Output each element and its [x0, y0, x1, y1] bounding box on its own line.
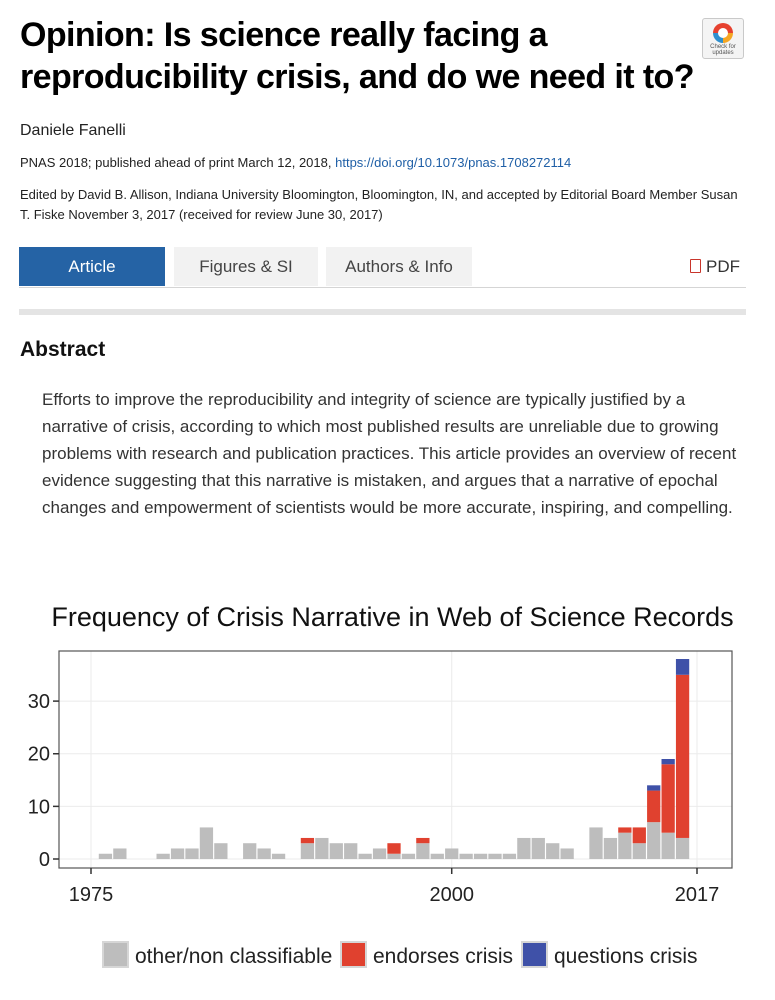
abstract-text: Efforts to improve the reproducibility and integrity of science are typically justified by a narrative of crisis, according to which most published results are unreliable due to growing problems with research and publication practices. This article provides an overview of recent evidence suggesting that this narrative is mistaken, and argues that a narrative of epochal changes and empowerment of scientists would be more accurate, inspiring, and compelling.	[42, 390, 737, 517]
bar-segment	[618, 827, 631, 832]
bar-segment	[618, 833, 631, 859]
x-tick-label: 2017	[674, 884, 720, 906]
bar-segment	[431, 854, 444, 859]
check-for-updates-label: Check for updates	[710, 44, 736, 56]
bar-segment	[416, 838, 429, 843]
x-tick-label: 1975	[68, 884, 114, 906]
bar-segment	[662, 833, 675, 859]
chart-title: Frequency of Crisis Narrative in Web of Science Records	[51, 602, 734, 632]
pdf-link[interactable]	[690, 247, 740, 286]
bar-segment	[546, 843, 559, 859]
article-title: Opinion: Is science really facing a reproducibility crisis, and do we need it to?	[20, 16, 694, 96]
bar-segment	[373, 848, 386, 859]
bar-segment	[416, 843, 429, 859]
bar-segment	[330, 843, 343, 859]
bar-segment	[633, 827, 646, 843]
bar-segment	[662, 764, 675, 832]
bar-segment	[315, 838, 328, 859]
bar-segment	[676, 659, 689, 675]
bar-segment	[344, 843, 357, 859]
bar-segment	[113, 848, 126, 859]
bar-segment	[604, 838, 617, 859]
x-tick-label: 2000	[429, 884, 474, 906]
bar-segment	[171, 848, 184, 859]
bar-segment	[301, 843, 314, 859]
bar-segment	[503, 854, 516, 859]
bar-segment	[387, 854, 400, 859]
y-tick-label: 0	[38, 849, 50, 871]
section-divider	[19, 309, 746, 315]
tab-authors-info[interactable]: Authors & Info	[326, 247, 472, 286]
bar-segment	[517, 838, 530, 859]
bar-segment	[258, 848, 271, 859]
check-for-updates-badge[interactable]	[702, 18, 744, 59]
bar-segment	[662, 759, 675, 764]
bar-segment	[647, 822, 660, 859]
legend-swatch	[103, 942, 128, 967]
legend-swatch	[341, 942, 366, 967]
pdf-file-icon	[690, 259, 701, 273]
legend-label: other/non classifiable	[135, 945, 333, 968]
bar-segment	[185, 848, 198, 859]
article-tabs	[19, 247, 746, 288]
legend-swatch	[522, 942, 547, 967]
edited-by-note: Edited by David B. Allison, Indiana University Bloomington, Bloomington, IN, and accepted by Editorial Board Member Susan T. Fiske November 3, 2017 (received for review June 30, 2017)	[20, 187, 738, 222]
bar-segment	[387, 843, 400, 854]
bar-segment	[359, 854, 372, 859]
abstract-heading: Abstract	[20, 338, 106, 361]
bar-segment	[561, 848, 574, 859]
bar-segment	[99, 854, 112, 859]
bar-segment	[633, 843, 646, 859]
bar-segment	[157, 854, 170, 859]
author-name[interactable]: Daniele Fanelli	[20, 122, 126, 139]
citation-text: PNAS 2018; published ahead of print March 12, 2018,	[20, 155, 336, 170]
bar-segment	[214, 843, 227, 859]
pdf-label: PDF	[706, 257, 740, 276]
tab-figures-si[interactable]: Figures & SI	[174, 247, 318, 286]
bar-segment	[460, 854, 473, 859]
bar-segment	[445, 848, 458, 859]
legend-label: questions crisis	[554, 945, 698, 968]
bar-segment	[647, 791, 660, 823]
crisis-narrative-chart	[0, 640, 775, 1000]
bar-segment	[676, 675, 689, 838]
bar-segment	[301, 838, 314, 843]
bar-segment	[474, 854, 487, 859]
bar-segment	[647, 785, 660, 790]
bar-segment	[676, 838, 689, 859]
bar-segment	[200, 827, 213, 859]
bar-segment	[488, 854, 501, 859]
legend-label: endorses crisis	[373, 945, 514, 968]
bar-segment	[402, 854, 415, 859]
bar-segment	[243, 843, 256, 859]
doi-link[interactable]: https://doi.org/10.1073/pnas.1708272114	[335, 155, 572, 170]
y-tick-label: 10	[27, 796, 50, 819]
crossmark-icon	[713, 23, 733, 43]
y-tick-label: 30	[27, 691, 50, 714]
y-tick-label: 20	[27, 743, 50, 766]
bar-segment	[532, 838, 545, 859]
tab-article[interactable]: Article	[19, 247, 165, 286]
bar-segment	[272, 854, 285, 859]
bar-segment	[589, 827, 602, 859]
citation-line	[20, 155, 571, 170]
